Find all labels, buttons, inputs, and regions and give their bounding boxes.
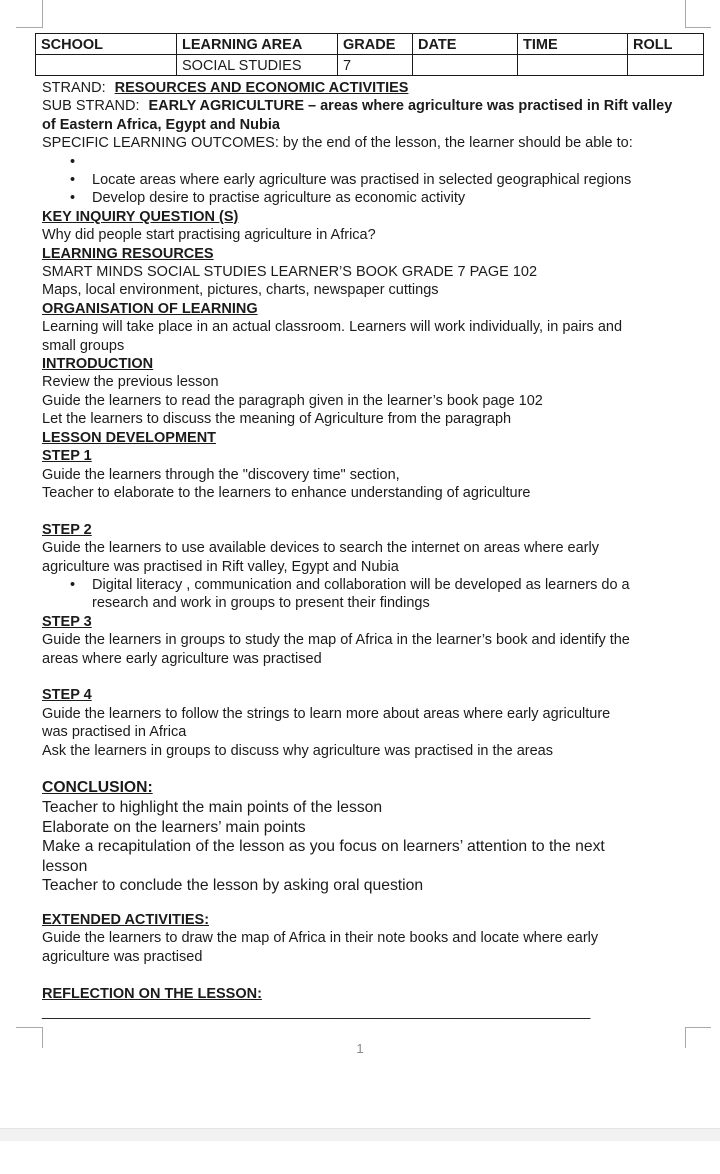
value-cell-roll bbox=[628, 55, 704, 76]
strand-line bbox=[42, 79, 690, 97]
step3-body: Guide the learners in groups to study the map of Africa in the learner’s book and identify the areas where early agriculture was practised bbox=[42, 632, 630, 667]
lesson-header-table bbox=[35, 33, 704, 76]
introduction-body: Review the previous lesson Guide the learners to read the paragraph given in the learner’s book page 102 Let the learners to discuss the meaning of Agriculture from the paragraph bbox=[42, 374, 543, 428]
extended-activities-body: Guide the learners to draw the map of Africa in their note books and locate where early agriculture was practised bbox=[42, 930, 599, 965]
blank-line bbox=[42, 896, 690, 911]
reflection-heading: REFLECTION ON THE LESSON: bbox=[42, 985, 262, 1002]
conclusion-heading: CONCLUSION: bbox=[42, 779, 153, 797]
blank-line bbox=[42, 966, 690, 984]
step3-heading: STEP 3 bbox=[42, 613, 92, 630]
step1-body: Guide the learners through the "discovery time" section, Teacher to elaborate to the learners to enhance understanding of agriculture bbox=[42, 466, 531, 501]
lesson-development-heading: LESSON DEVELOPMENT bbox=[42, 429, 217, 446]
outcomes-list bbox=[42, 153, 690, 208]
value-cell-school bbox=[36, 55, 177, 76]
page-separator bbox=[0, 1128, 720, 1141]
step2-heading: STEP 2 bbox=[42, 521, 92, 538]
resources-heading: LEARNING RESOURCES bbox=[42, 245, 214, 262]
blank-line bbox=[42, 668, 690, 686]
extended-activities-heading: EXTENDED ACTIVITIES: bbox=[42, 911, 210, 928]
sub-strand-label: SUB STRAND: bbox=[42, 98, 140, 115]
page-number: 1 bbox=[356, 1041, 364, 1056]
value-cell-date bbox=[413, 55, 518, 76]
lesson-plan-body bbox=[42, 79, 690, 1021]
value-cell-grade: 7 bbox=[338, 55, 413, 76]
value-cell-learning-area: SOCIAL STUDIES bbox=[177, 55, 338, 76]
reflection-blank-rule: ____________________________________________________________________ bbox=[42, 1003, 591, 1020]
outcome-item: • Locate areas where early agriculture was practised in selected geographical regions bbox=[42, 171, 690, 189]
step1-heading: STEP 1 bbox=[42, 448, 92, 465]
header-cell-date: DATE bbox=[413, 34, 518, 55]
table-value-row bbox=[36, 55, 704, 76]
blank-line bbox=[42, 502, 690, 520]
step4-heading: STEP 4 bbox=[42, 687, 92, 704]
organisation-heading: ORGANISATION OF LEARNING bbox=[42, 300, 258, 317]
strand-label: STRAND: bbox=[42, 80, 106, 96]
outcomes-intro: SPECIFIC LEARNING OUTCOMES: by the end of the lesson, the learner should be able to: bbox=[42, 135, 633, 152]
value-cell-time bbox=[518, 55, 628, 76]
sub-strand-value: EARLY AGRICULTURE – areas where agriculture was practised in Rift valley of Eastern Africa, Egypt and Nubia bbox=[42, 98, 673, 133]
resources-body: SMART MINDS SOCIAL STUDIES LEARNER’S BOOK GRADE 7 PAGE 102 Maps, local environment, pictures, charts, newspaper cuttings bbox=[42, 264, 538, 299]
step2-bullet: • Digital literacy , communication and collaboration will be developed as learners do a research and work in groups to present their findings bbox=[42, 576, 690, 613]
key-inquiry-body: Why did people start practising agriculture in Africa? bbox=[42, 227, 376, 244]
organisation-body: Learning will take place in an actual classroom. Learners will work individually, in pairs and small groups bbox=[42, 319, 623, 354]
strand-value: RESOURCES AND ECONOMIC ACTIVITIES bbox=[114, 80, 409, 96]
header-cell-roll: ROLL bbox=[628, 34, 704, 55]
header-cell-school: SCHOOL bbox=[36, 34, 177, 55]
table-header-row bbox=[36, 34, 704, 55]
step2-body: Guide the learners to use available devices to search the internet on areas where early agriculture was practised in Rift valley, Egypt and Nubia bbox=[42, 540, 599, 575]
conclusion-section bbox=[42, 778, 690, 896]
key-inquiry-heading: KEY INQUIRY QUESTION (S) bbox=[42, 208, 239, 225]
header-cell-learning-area: LEARNING AREA bbox=[177, 34, 338, 55]
blank-line bbox=[42, 760, 690, 778]
conclusion-body: Teacher to highlight the main points of the lesson Elaborate on the learners’ main points Make a recapitulation of the lesson as you focus on learners’ attention to the next lesson Teacher to conclude the lesson by asking oral question bbox=[42, 798, 605, 895]
sub-strand-line bbox=[42, 97, 690, 134]
header-cell-grade: GRADE bbox=[338, 34, 413, 55]
header-cell-time: TIME bbox=[518, 34, 628, 55]
outcome-item: • Develop desire to practise agriculture as economic activity bbox=[42, 189, 690, 207]
crop-mark-top-left-icon bbox=[16, 0, 43, 28]
step4-body: Guide the learners to follow the strings to learn more about areas where early agriculture was practised in Africa Ask the learners in groups to discuss why agriculture was practised in the areas bbox=[42, 705, 611, 759]
introduction-heading: INTRODUCTION bbox=[42, 356, 154, 373]
crop-mark-top-right-icon bbox=[685, 0, 711, 28]
outcome-item-empty bbox=[42, 153, 690, 171]
